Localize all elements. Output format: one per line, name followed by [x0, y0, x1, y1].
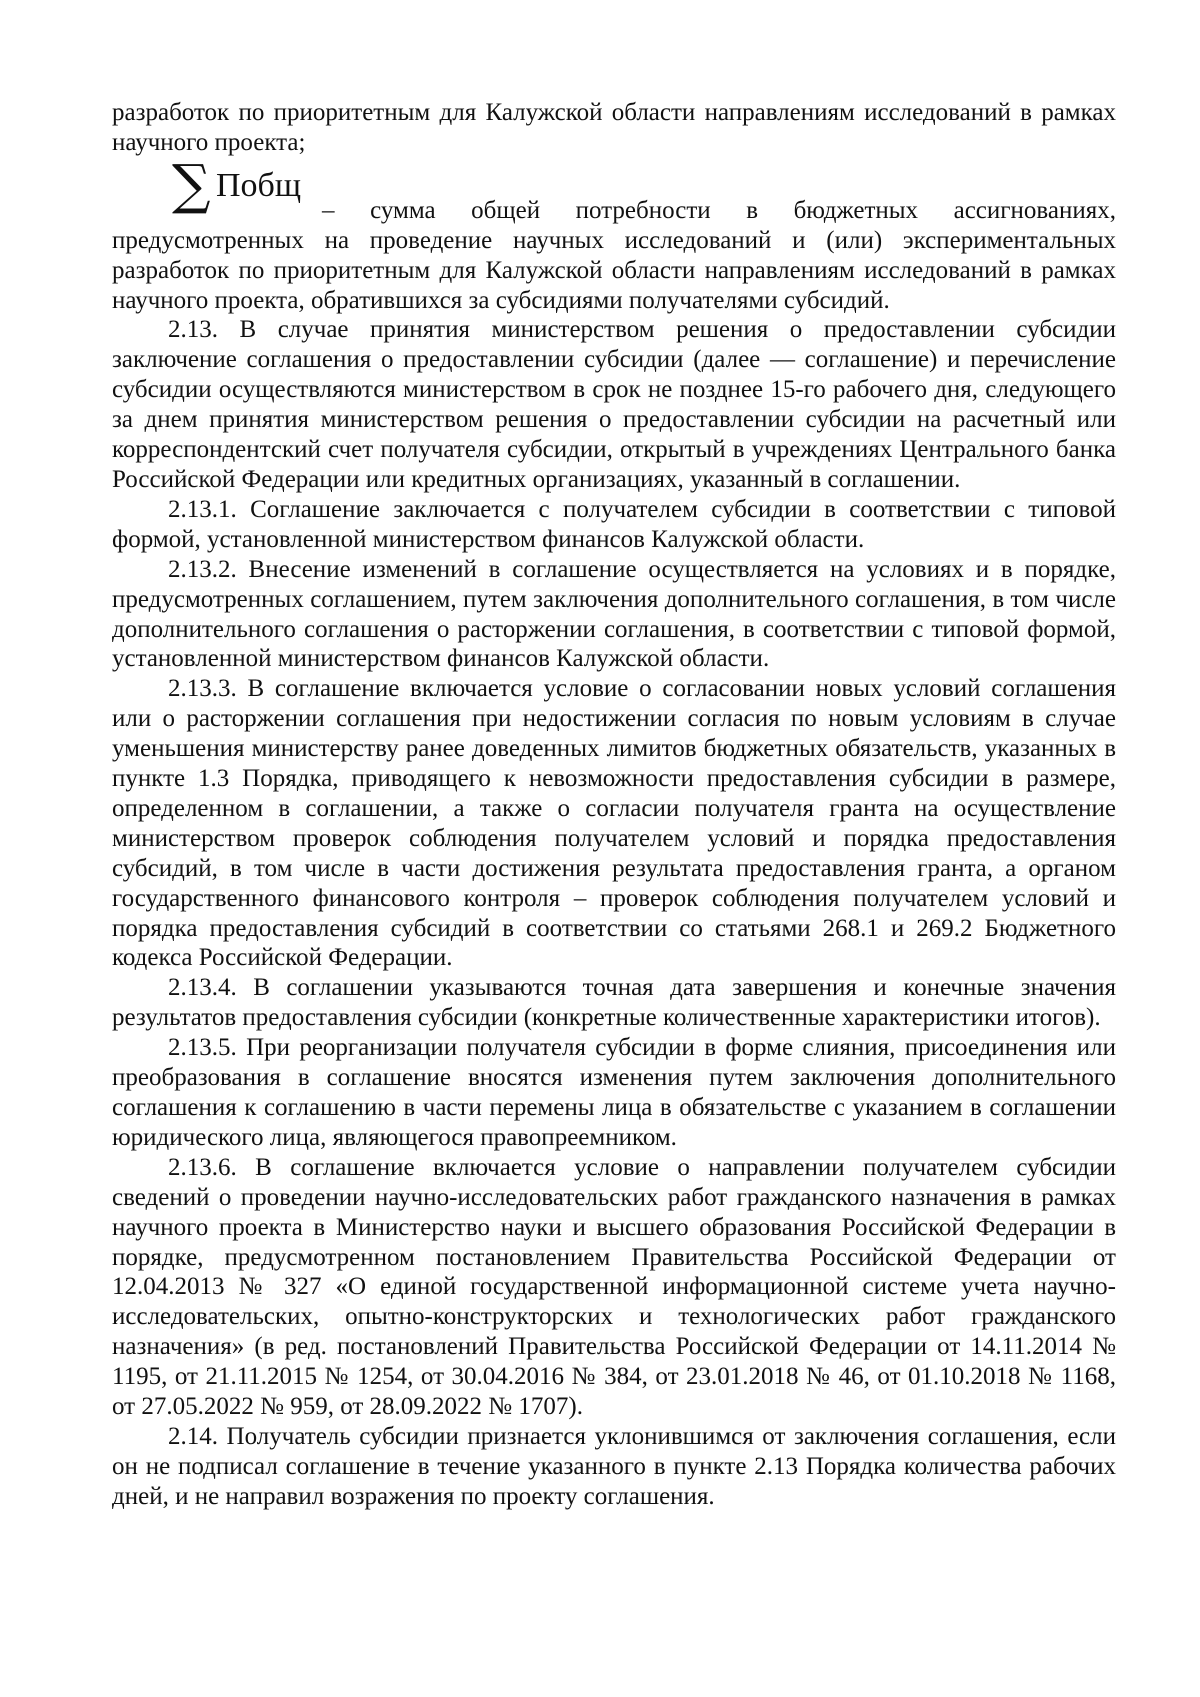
paragraph-2-13-5: 2.13.5. При реорганизации получателя субсидии в форме слияния, присоединения или преобразования в соглашение вносятся изменения путем заключения дополнительного соглашения к соглашению в части перемены лица в обязательстве с указанием в соглашении юридического лица, являющегося правопреемником.: [112, 1034, 1116, 1151]
paragraph-2-13-6: 2.13.6. В соглашение включается условие о направлении получателем субсидии сведений о проведении научно-исследовательских работ гражданского назначения в рамках научного проекта в Министерство науки и высшего образования Российской Федерации в порядке, предусмотренном постановлением Правительства Российской Федерации от 12.04.2013 № 327 «О единой государственной информационной системе учета научно-исследовательских, опытно-конструкторских и технологических работ гражданского назначения» (в ред. постановлений Правительства Российской Федерации от 14.11.2014 № 1195, от 21.11.2015 № 1254, от 30.04.2016 № 384, от 23.01.2018 № 46, от 01.10.2018 № 1168, от 27.05.2022 № 959, от 28.09.2022 № 1707).: [112, 1153, 1116, 1421]
paragraph-2-13: 2.13. В случае принятия министерством решения о предоставлении субсидии заключение соглашения о предоставлении субсидии (далее — соглашение) и перечисление субсидии осуществляются министерством в срок не позднее 15-го рабочего дня, следующего за днем принятия министерством решения о предоставлении субсидии на расчетный или корреспондентский счет получателя субсидии, открытый в учреждениях Центрального банка Российской Федерации или кредитных организациях, указанный в соглашении.: [112, 316, 1116, 493]
paragraph-continuation: разработок по приоритетным для Калужской области направлениям исследований в рамках научного проекта;: [112, 99, 1116, 156]
paragraph-2-13-3: 2.13.3. В соглашение включается условие о согласовании новых условий соглашения или о расторжении соглашения при недостижении согласия по новым условиям в случае уменьшения министерству ранее доведенных лимитов бюджетных обязательств, указанных в пункте 1.3 Порядка, приводящего к невозможности предоставления субсидии в размере, определенном в соглашении, а также о согласии получателя гранта на осуществление министерством проверок соблюдения получателем условий и порядка предоставления субсидий, в том числе в части достижения результата предоставления гранта, а органом государственного финансового контроля – проверок соблюдения получателем условий и порядка предоставления субсидий в соответствии со статьями 268.1 и 269.2 Бюджетного кодекса Российской Федерации.: [112, 675, 1116, 972]
formula-variable: Побщ: [216, 166, 302, 204]
formula-definition: – сумма общей потребности в бюджетных ассигнованиях, предусмотренных на проведение научных исследований и (или) экспериментальных разработок по приоритетным для Калужской области направлениям исследований в рамках научного проекта, обратившихся за субсидиями получателями субсидий.: [112, 196, 1116, 314]
paragraph-2-13-1: 2.13.1. Соглашение заключается с получателем субсидии в соответствии с типовой формой, установленной министерством финансов Калужской области.: [112, 495, 1116, 553]
paragraph-2-13-4: 2.13.4. В соглашении указываются точная дата завершения и конечные значения результатов предоставления субсидии (конкретные количественные характеристики итогов).: [112, 974, 1116, 1032]
paragraph-2-13-2: 2.13.2. Внесение изменений в соглашение осуществляется на условиях и в порядке, предусмотренных соглашением, путем заключения дополнительного соглашения, в том числе дополнительного соглашения о расторжении соглашения, в соответствии с типовой формой, установленной министерством финансов Калужской области.: [112, 555, 1116, 673]
paragraph-2-14: 2.14. Получатель субсидии признается уклонившимся от заключения соглашения, если он не подписал соглашение в течение указанного в пункте 2.13 Порядка количества рабочих дней, и не направил возражения по проекту соглашения.: [112, 1422, 1116, 1510]
formula: [112, 152, 1116, 216]
sigma-symbol: ∑: [172, 152, 211, 216]
